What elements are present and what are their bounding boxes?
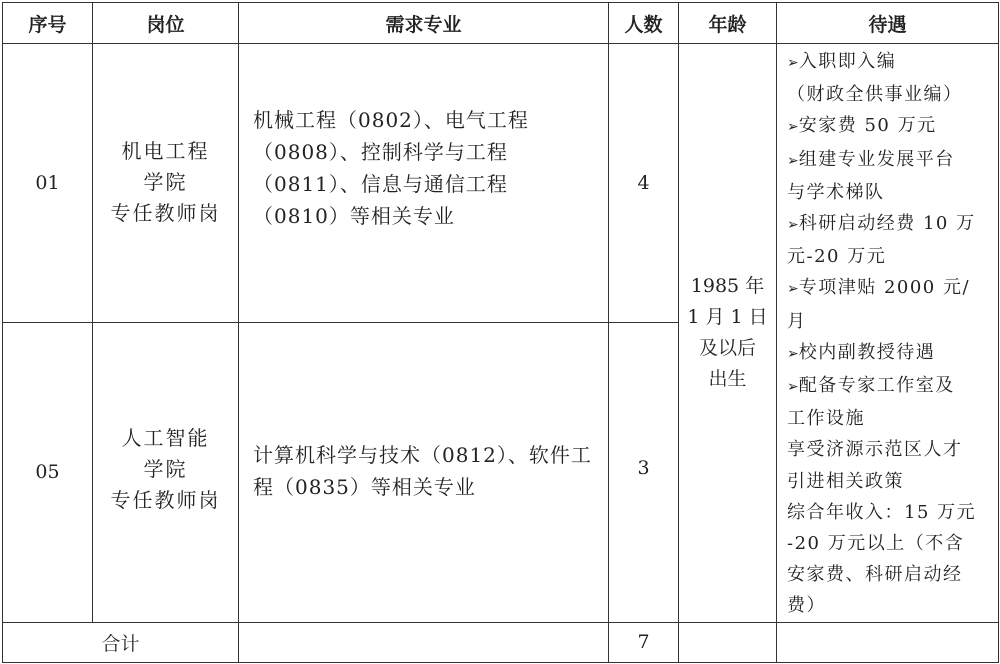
total-age-empty [679, 622, 777, 662]
benefit-text: 综合年收入：15 万元 [787, 501, 977, 523]
benefit-line [787, 337, 992, 370]
position-line: 专任教师岗 [110, 487, 221, 512]
header-age: 年龄 [679, 3, 777, 44]
age-line: 1985 年 [690, 274, 765, 297]
benefit-line [787, 497, 992, 528]
benefit-line [787, 46, 992, 79]
benefit-line [787, 241, 992, 272]
benefit-line [787, 306, 992, 337]
benefits-cell [777, 44, 999, 623]
count-cell: 4 [609, 44, 679, 323]
benefit-text: 引进相关政策 [787, 470, 904, 492]
recruitment-table [2, 2, 999, 663]
total-label: 合计 [3, 622, 239, 662]
arrow-bullet-icon: ➢ [787, 152, 799, 169]
arrow-bullet-icon: ➢ [787, 345, 799, 362]
position-cell [93, 44, 239, 323]
benefit-line [787, 434, 992, 465]
benefit-text: 配备专家工作室及 [798, 375, 955, 397]
benefit-text: 安家费 50 万元 [798, 115, 937, 137]
benefit-text: 组建专业发展平台 [798, 148, 955, 170]
age-cell [679, 44, 777, 623]
benefit-line [787, 370, 992, 403]
total-majors-empty [239, 622, 609, 662]
header-seq: 序号 [3, 3, 93, 44]
majors-cell: 计算机科学与技术（0812）、软件工程（0835）等相关专业 [239, 322, 609, 622]
benefit-text: 享受济源示范区人才 [787, 439, 963, 461]
age-line: 1 月 1 日 [687, 305, 768, 328]
benefit-line [787, 144, 992, 177]
total-count: 7 [609, 622, 679, 662]
benefit-text: 月 [787, 310, 807, 332]
total-row [3, 622, 999, 662]
position-line: 学院 [143, 170, 188, 195]
benefit-text: 入职即入编 [798, 51, 897, 72]
benefit-text: （财政全供事业编） [787, 84, 963, 106]
benefit-text: 校内副教授待遇 [798, 341, 936, 363]
arrow-bullet-icon: ➢ [787, 217, 799, 234]
benefit-line [787, 590, 992, 621]
benefit-text: 安家费、科研启动经 [787, 564, 963, 586]
arrow-bullet-icon: ➢ [787, 55, 799, 71]
benefit-line [787, 208, 992, 241]
header-row [3, 3, 999, 44]
header-majors: 需求专业 [239, 3, 609, 44]
benefit-text: 与学术梯队 [787, 181, 885, 203]
seq-cell: 05 [3, 322, 93, 622]
benefit-line [787, 559, 992, 590]
benefit-line [787, 110, 992, 143]
benefit-line [787, 403, 992, 434]
arrow-bullet-icon: ➢ [787, 379, 799, 396]
benefit-text: 专项津贴 2000 元/ [798, 277, 971, 299]
benefit-text: 科研启动经费 10 万 [798, 213, 976, 235]
header-benefits: 待遇 [777, 3, 999, 44]
count-cell: 3 [609, 322, 679, 622]
age-line: 及以后 [698, 336, 756, 359]
position-cell [93, 322, 239, 622]
table-row [3, 44, 999, 323]
majors-cell: 机械工程（0802）、电气工程（0808）、控制科学与工程（0811）、信息与通信工程（0810）等相关专业 [239, 44, 609, 323]
benefit-text: -20 万元以上（不含 [787, 533, 965, 555]
age-line: 出生 [708, 367, 747, 390]
position-line: 人工智能 [121, 425, 210, 450]
benefit-text: 工作设施 [787, 408, 865, 430]
total-benefits-empty [777, 622, 999, 662]
header-position: 岗位 [93, 3, 239, 44]
position-line: 学院 [143, 456, 188, 481]
arrow-bullet-icon: ➢ [787, 119, 799, 136]
position-line: 机电工程 [121, 139, 210, 164]
benefit-line [787, 466, 992, 497]
benefit-line [787, 79, 992, 110]
seq-cell: 01 [3, 44, 93, 323]
benefit-text: 费） [787, 595, 826, 617]
arrow-bullet-icon: ➢ [787, 281, 799, 298]
header-count: 人数 [609, 3, 679, 44]
benefit-line [787, 272, 992, 305]
position-line: 专任教师岗 [110, 201, 221, 226]
benefit-line [787, 528, 992, 559]
benefits-list [787, 46, 992, 622]
benefit-line [787, 177, 992, 208]
benefit-text: 元-20 万元 [787, 246, 887, 268]
